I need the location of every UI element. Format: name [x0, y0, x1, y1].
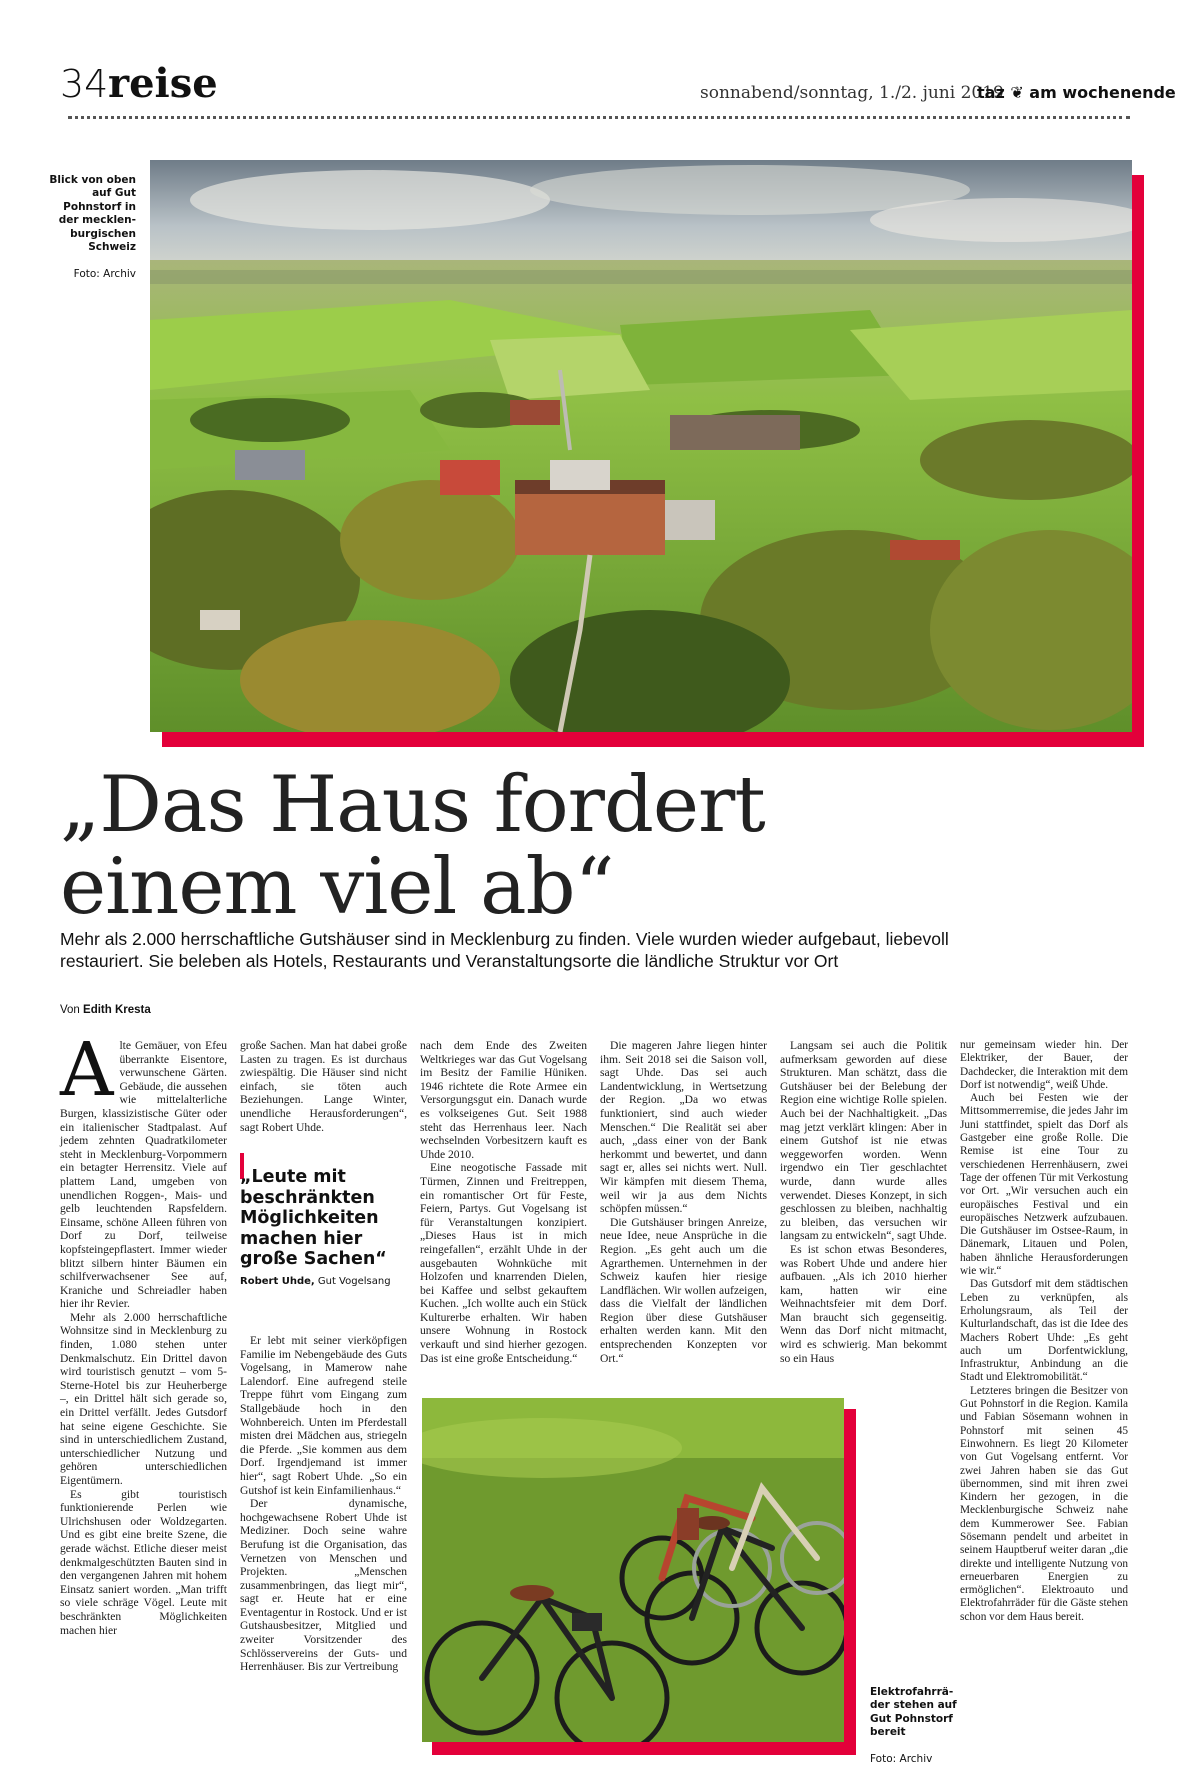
- text-column-4: [600, 1039, 767, 1365]
- top-photo-caption: [40, 160, 136, 282]
- section-title: reise: [108, 60, 218, 107]
- paragraph: Es ist schon etwas Besonderes, was Robert Uhde und andere hier aufbauen. „Als ich 2010 hierher kam, hatten wir eine Weihnachtsfeier mit dem Dorf. Man braucht sich gegenseitig. Wenn das Dorf nicht mitmacht, wird es schwierig. Man bekommt so ein Haus: [780, 1242, 947, 1365]
- issue-date: sonnabend/sonntag, 1./2. juni 2019: [700, 83, 1004, 103]
- byline-prefix: Von: [60, 1004, 80, 1016]
- byline: [60, 1004, 151, 1016]
- paragraph: große Sachen. Man hat dabei große Lasten zu tragen. Es ist durchaus zwiespältig. Die Häuser sind nicht einfach, sie töten auch Beziehungen. Lange Winter, unendliche Herausforderungen“, sagt Robert Uhde.: [240, 1039, 407, 1134]
- text-column-1: [60, 1027, 227, 1637]
- bottom-photo-credit: Foto: Archiv: [870, 1753, 933, 1765]
- bottom-photo-caption-text: Elektrofahrrä- der stehen auf Gut Pohnstorf bereit: [870, 1685, 957, 1738]
- pull-quote-role: Gut Vogelsang: [317, 1275, 391, 1287]
- paragraph: lte Gemäuer, von Efeu überrankte Eisentore, verwunschene Gärten. Gebäude, die aussehen wie mittelalterliche Burgen, klassizistische Güter oder ein italienischer Stadtpalast. Auf jedem zehnten Quadratkilometer steht in Mecklenburg-Vorpommern ein betagter Herrensitz. Viele auf plattem Land, umgeben von unendlichen Roggen-, Mais- und gelb leuchtenden Rapsfeldern. Einsame, schöne Alleen führen von Dorf zu Dorf, teilweise kopfsteingepflastert. Immer wieder blitzt silbern hinter Bäumen ein schilfverwachsener See auf, Kraniche und Schreiadler haben hier ihr Revier.: [60, 1039, 227, 1311]
- paragraph: Die Gutshäuser bringen Anreize, neue Idee, neue Ansprüche in die Region. „Es geht auch um die Agrarthemen. Unternehmen in der Schweiz kaufen hier riesige Landflächen. Wir wollen aufzeigen, dass die Vielfalt der ländlichen Region über diese Gutshäuser erhalten werden kann. Mit den entsprechenden Konzepten vor Ort.“: [600, 1215, 767, 1365]
- dropcap: A: [60, 1027, 114, 1113]
- paragraph: Eine neogotische Fassade mit Türmen, Zinnen und Freitreppen, ein romantischer Ort für Feste, Feiern, Partys. Gut Vogelsang ist für Veranstaltungen konzipiert. „Dieses Haus ist in mich reingefallen“, erzählt Uhde in der ausgebauten Wohnküche mit Holzofen und knarrenden Dielen, bei Kaffee und selbst gekauftem Kuchen. „Ich wollte auch ein Stück Kulturerbe erhalten. Wir haben unsere Wohnung in Rostock verkauft und sind hierher gezogen. Das ist eine große Entscheidung.“: [420, 1161, 587, 1365]
- pull-quote-author: Robert Uhde,: [240, 1275, 315, 1287]
- aerial-photo-gut-pohnstorf: [150, 160, 1132, 732]
- text-column-5: [780, 1039, 947, 1365]
- paragraph: nur gemeinsam wieder hin. Der Elektriker, der Bauer, der Dachdecker, die Interaktion mit dem Dorf ist notwendig“, weiß Uhde.: [960, 1039, 1128, 1091]
- paragraph: Langsam sei auch die Politik aufmerksam geworden auf diese Strukturen. Man schätzt, dass die Gutshäuser bei der Belebung der Region eine wichtige Rolle spielen. Auch bei der Nachhaltigkeit. „Das mag jetzt verklärt klingen: Aber in einem Gutshof ist nie etwas weggeworfen worden. Wenn irgendwo ein Tier geschlachtet wurde, dann wurde alles verwendet. Dieses Konzept, in sich geschlossen zu bleiben, nachhaltig zu bleiben, das versuchen wir langsam zu entwickeln“, sagt Uhde.: [780, 1039, 947, 1243]
- paragraph: Die mageren Jahre liegen hinter ihm. Seit 2018 sei die Saison voll, sagt Uhde. Das sei auch Landentwicklung, in Wertsetzung der Region. „Da wo etwas funktioniert, sind auch wieder Menschen.“ Die Realität sei aber auch, „dass einer von der Bank herkommt und bewertet, und dann sagt er, alles sei nichts wert. Null. Wir kämpfen mit diesem Thema, weil wir ja aus dem Nichts schöpfen müssen.“: [600, 1039, 767, 1216]
- e-bikes-photo: [422, 1398, 844, 1742]
- bottom-photo-caption: [870, 1672, 970, 1767]
- paragraph: Er lebt mit seiner vierköpfigen Familie im Nebengebäude des Guts Vogelsang, in Mamerow nahe Lalendorf. Eine aufregend steile Treppe führt vom Eingang zum Stallgebäude hoch in den Wohnbereich. Unten im Pferdestall misten drei Mädchen aus, striegeln die Pferde. „Sie kommen aus dem Dorf. Irgendjemand ist immer hier“, sagt Robert Uhde. „So ein Gutshof ist kein Einfamilienhaus.“: [240, 1334, 407, 1497]
- paragraph: Auch bei Festen wie der Mittsommerremise, die jedes Jahr im Juni stattfindet, spielt das Dorf als Gastgeber eine große Rolle. Die Remise ist eine Tour zu verschiedenen Herrenhäusern, zwei Tage der offenen Tür mit Verkostung vor Ort. „Wir versuchen auch ein europäisches Festival und ein europäisches Netzwerk aufzubauen. Die Gutshäuser im Ostsee-Raum, in Dänemark, Litauen und Polen, haben ähnliche Herausforderungen wie wir.“: [960, 1092, 1128, 1278]
- paragraph: nach dem Ende des Zweiten Weltkrieges war das Gut Vogelsang im Besitz der Familie Hüniken. 1946 richtete die Rote Armee ein Versorgungsgut ein. Danach wurde es volkseigenes Gut. Seit 1988 steht das Herrenhaus leer. Nach wechselnden Vorbesitzern kauft es Uhde 2010.: [420, 1039, 587, 1161]
- pull-quote: [240, 1167, 410, 1287]
- text-column-2a: [240, 1039, 407, 1134]
- byline-author: Edith Kresta: [83, 1004, 151, 1016]
- paragraph: Der dynamische, hochgewachsene Robert Uhde ist Mediziner. Doch seine wahre Berufung ist die Organisation, das Vernetzen von Menschen und Projekten. „Menschen zusammenbringen, das liegt mir“, sagt er. Heute hat er eine Eventagentur in Rostock. Und er ist Gutshausbesitzer, Mitglied und zweiter Vorsitzender des Schlösservereins der Guts- und Herrenhäuser. Bis zur Vertreibung: [240, 1497, 407, 1674]
- lede: Mehr als 2.000 herrschaftliche Gutshäuser sind in Mecklenburg zu finden. Viele wurden wieder aufgebaut, liebevoll restauriert. Sie beleben als Hotels, Restaurants und Veranstaltungsorte die ländliche Struktur vor Ort: [60, 929, 949, 971]
- paragraph: Es gibt touristisch funktionierende Perlen wie Ulrichshusen oder Woldzegarten. Und es gibt eine breite Szene, die gerade wächst. Etliche dieser meist denkmalgeschützten Bauten sind in den vergangenen Jahren mit hohem Einsatz saniert worden. „Man trifft so viele schräge Vögel. Leute mit beschränkten Möglichkeiten machen hier: [60, 1487, 227, 1637]
- text-column-3: [420, 1039, 587, 1365]
- top-photo-credit: Foto: Archiv: [73, 268, 136, 280]
- pull-quote-attribution: [240, 1276, 410, 1287]
- text-column-2b: [240, 1334, 407, 1674]
- paragraph: Das Gutsdorf mit dem städtischen Leben zu verknüpfen, als Erholungsraum, als Teil der Kulturlandschaft, das ist die Idee des Machers Robert Uhde: „Es geht auch um Dorfentwicklung, Infrastruktur, Anbindung an die Stadt und Elektromobilität.“: [960, 1278, 1128, 1384]
- top-photo-caption-text: Blick von oben auf Gut Pohnstorf in der mecklen- burgischen Schweiz: [49, 173, 136, 253]
- paragraph: Letzteres bringen die Besitzer von Gut Pohnstorf in die Region. Kamila und Fabian Sösemann wohnen in Pohnstorf mit seinen 45 Einwohnern. Es liegt 20 Kilometer von Gut Vogelsang entfernt. Vor zwei Jahren haben sie das Gut übernommen, sind mit ihren zwei Kindern her gezogen, in die Mecklenburgische Schweiz nahe dem Kummerower See. Fabian Sösemann pendelt und arbeitet in seinem Hauptberuf weiter daran „die direkte und intelligente Nutzung von erneuerbaren Energien zu ermöglichen“. Elektroauto und Elektrofahrräder für die Gäste stehen schon vor dem Haus bereit.: [960, 1384, 1128, 1623]
- text-column-6: [960, 1039, 1128, 1624]
- headline: „Das Haus fordert einem viel ab“: [60, 760, 765, 932]
- header-divider: [68, 116, 1130, 119]
- pull-quote-text: „Leute mit beschränkten Möglichkeiten machen hier große Sachen“: [240, 1167, 387, 1269]
- paragraph: Mehr als 2.000 herrschaftliche Wohnsitze sind in Mecklenburg zu finden, 1.080 stehen unter Denkmalschutz. Ein Drittel davon wird touristisch genutzt – vom 5-Sterne-Hotel bis zur Heuherberge –, ein Drittel hält sich gerade so, ein Drittel verfällt. Jedes Gutsdorf hat seine eigene Geschichte. Sie sind in unterschiedlichem Zustand, unterschiedlicher Nutzung und gehören unterschiedlichen Eigentümern.: [60, 1310, 227, 1487]
- taz-logo: taz ❦ am wochenende: [977, 83, 1176, 102]
- page-number: 34: [60, 62, 109, 106]
